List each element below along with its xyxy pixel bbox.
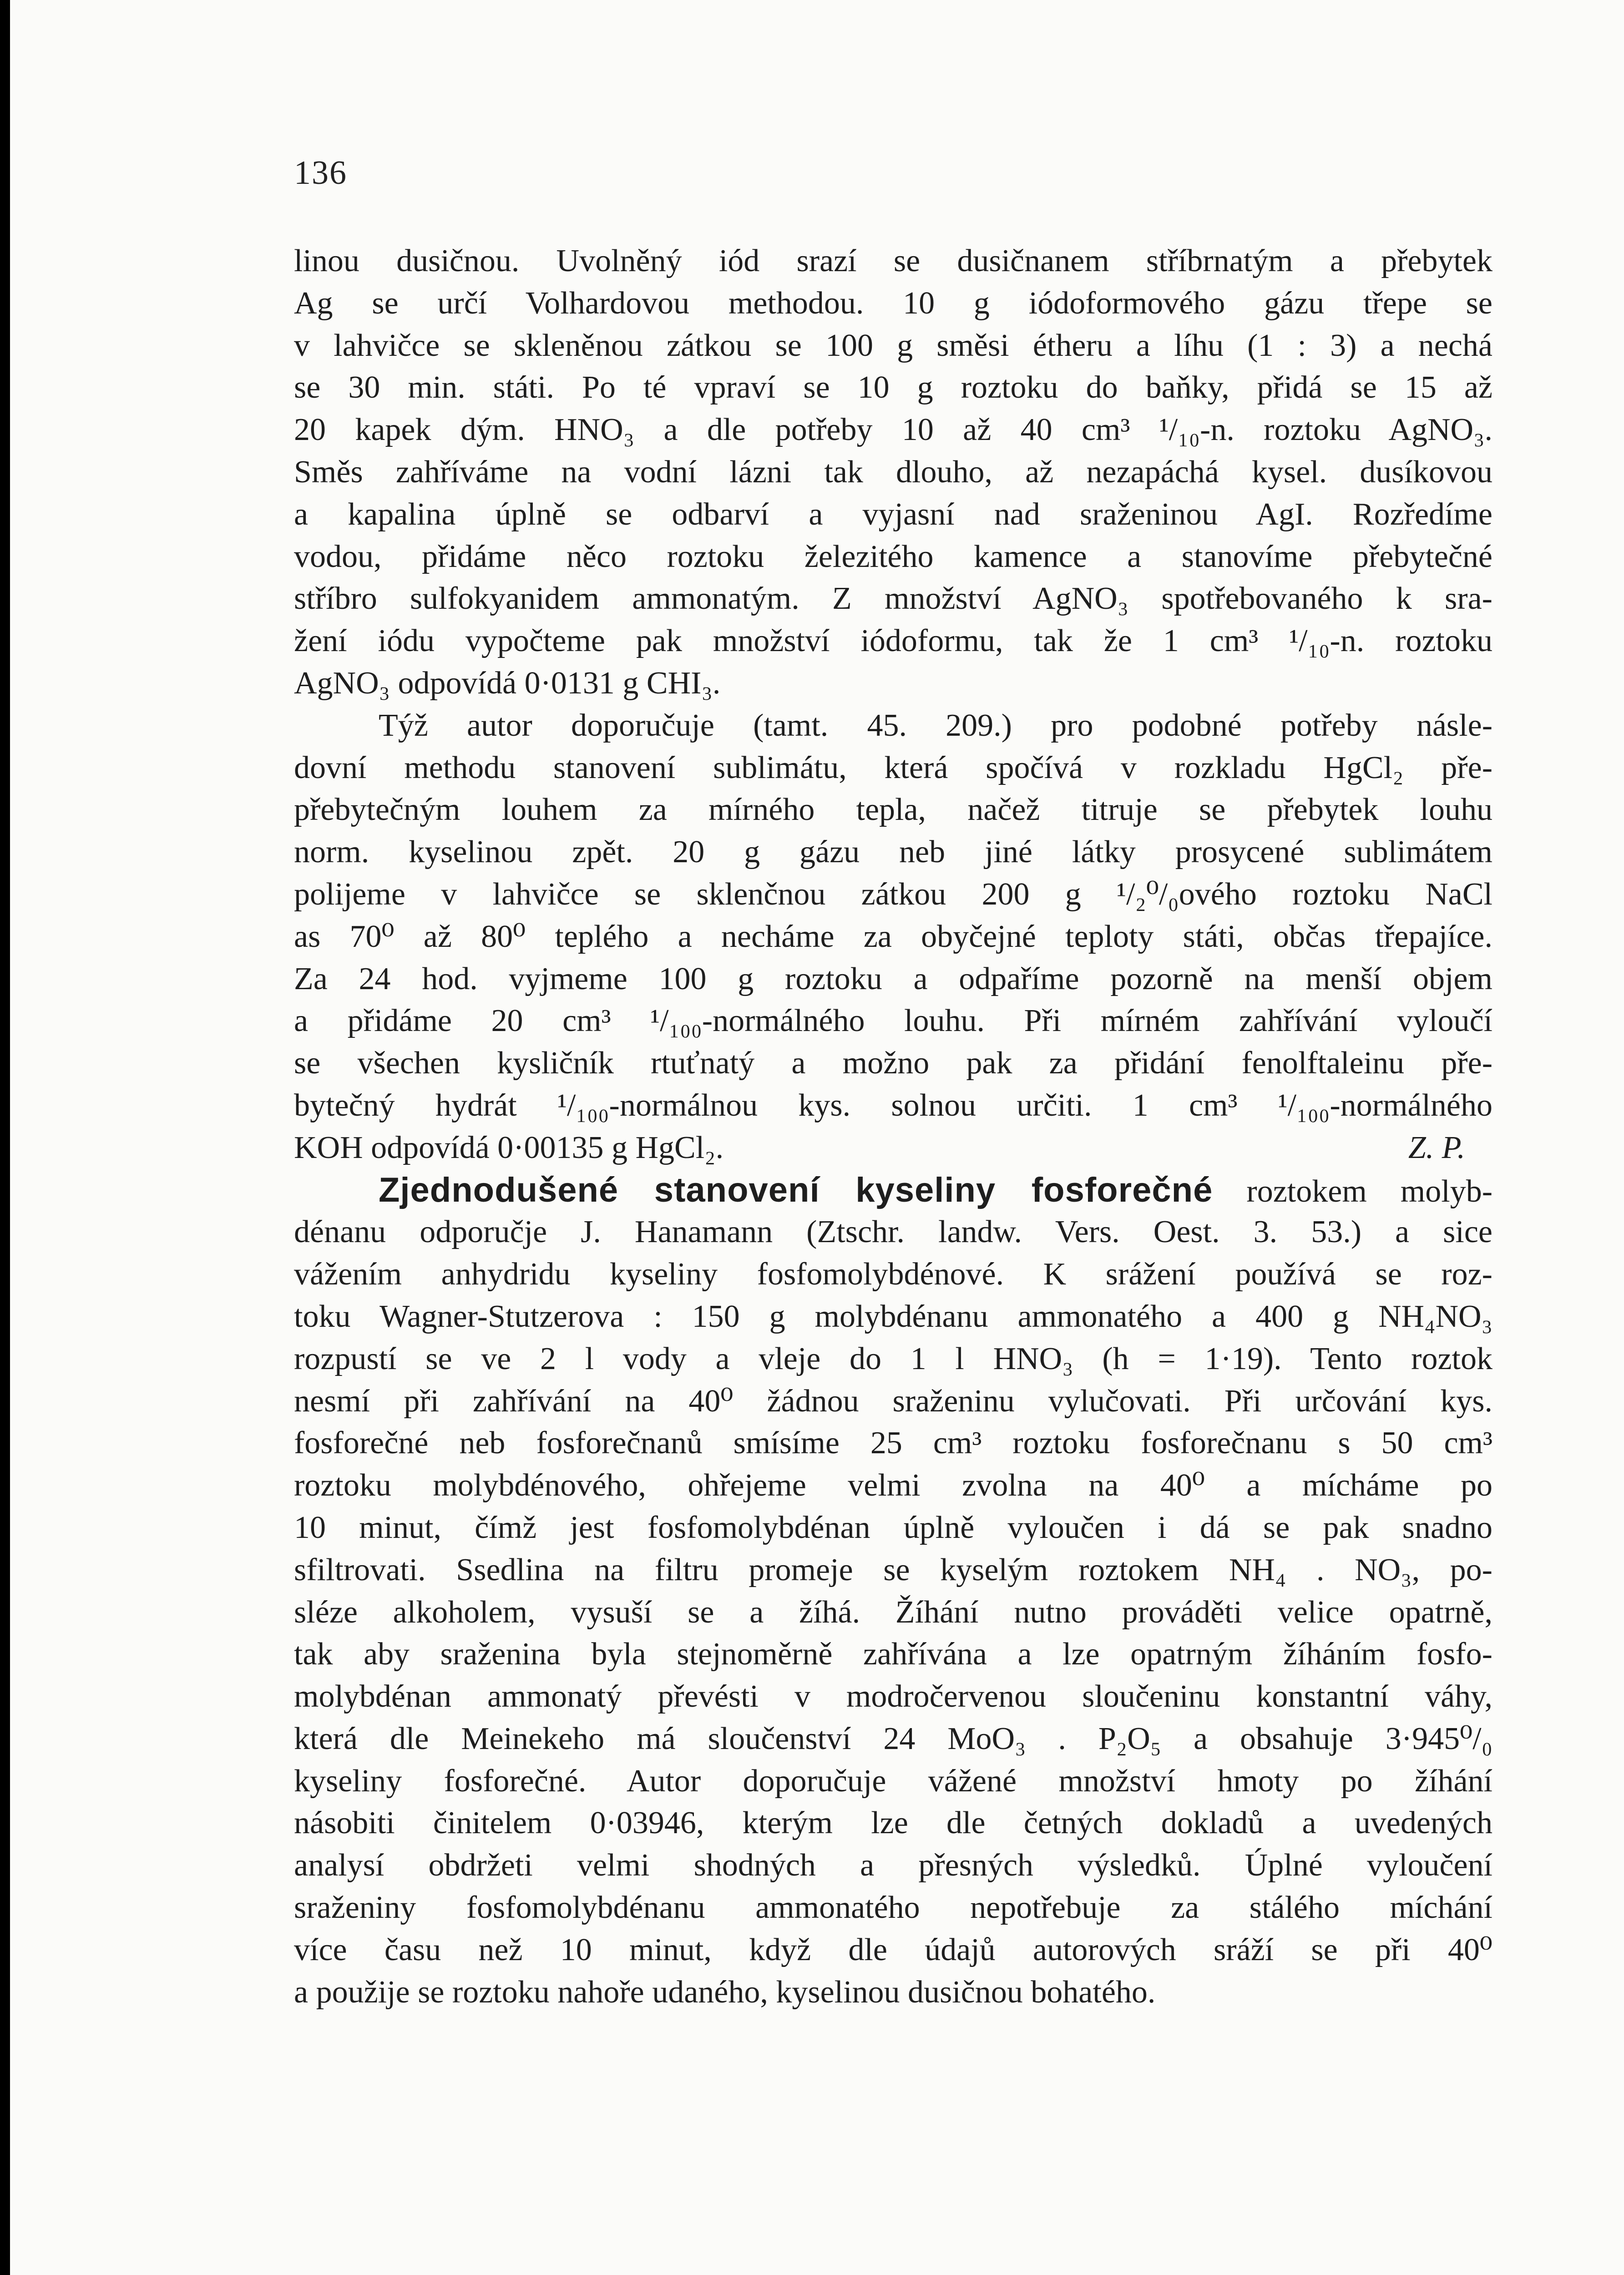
text-line: žení iódu vypočteme pak množství iódoformu, tak že 1 cm³ ¹/₁₀-n. roztoku [294,623,1492,659]
text-line: tak aby sraženina byla stejnoměrně zahřívána a lze opatrným žíháním fosfo- [294,1637,1492,1672]
text-line: toku Wagner-Stutzerova : 150 g molybdénanu ammonatého a 400 g NH₄NO₃ [294,1299,1492,1334]
text-line: a použije se roztoku nahoře udaného, kyselinou dusičnou bohatého. [294,1974,1156,2010]
text-line: přebytečným louhem za mírného tepla, načež titruje se přebytek louhu [294,792,1492,828]
text-line: Ag se určí Volhardovou methodou. 10 g iódoformového gázu třepe se [294,285,1492,321]
text-line: Týž autor doporučuje (tamt. 45. 209.) pro podobné potřeby násle- [379,708,1492,743]
text-line: bytečný hydrát ¹/₁₀₀-normálnou kys. solnou určiti. 1 cm³ ¹/₁₀₀-normálného [294,1087,1492,1123]
text-line: analysí obdržeti velmi shodných a přesných výsledků. Úplné vyloučení [294,1848,1492,1883]
text-line: molybdénan ammonatý převésti v modročervenou sloučeninu konstantní váhy, [294,1679,1492,1714]
text-line: a přidáme 20 cm³ ¹/₁₀₀-normálného louhu. Při mírném zahřívání vyloučí [294,1003,1492,1039]
text-line: norm. kyselinou zpět. 20 g gázu neb jiné látky prosycené sublimátem [294,834,1492,870]
text-line: se 30 min. státi. Po té vpraví se 10 g roztoku do baňky, přidá se 15 až [294,370,1492,405]
text-line: kyseliny fosforečné. Autor doporučuje vážené množství hmoty po žíhání [294,1763,1492,1799]
signature: Z. P. [1408,1130,1465,1165]
text-line: vodou, přidáme něco roztoku železitého kamence a stanovíme přebytečné [294,539,1492,574]
text-line: stříbro sulfokyanidem ammonatým. Z množství AgNO₃ spotřebovaného k sra- [294,581,1492,617]
text-line: sraženiny fosfomolybdénanu ammonatého nepotřebuje za stálého míchání [294,1890,1492,1926]
text-line: 10 minut, čímž jest fosfomolybdénan úplně vyloučen i dá se pak snadno [294,1510,1492,1545]
text-line: KOH odpovídá 0·00135 g HgCl₂. [294,1130,724,1165]
text-line: sléze alkoholem, vysuší se a žíhá. Žíhání nutno prováděti velice opatrně, [294,1594,1492,1630]
section-heading-line [294,1169,1492,1212]
text-line: polijeme v lahvičce se sklenčnou zátkou 200 g ¹/₂⁰/₀ového roztoku NaCl [294,876,1492,912]
text-line: se všechen kysličník rtuťnatý a možno pak za přidání fenolftaleinu pře- [294,1046,1492,1081]
text-line: AgNO₃ odpovídá 0·0131 g CHI₃. [294,665,721,701]
section-heading: Zjednodušené stanovení kyseliny fosforečné [379,1170,1213,1209]
text-line: v lahvičce se skleněnou zátkou se 100 g směsi étheru a líhu (1 : 3) a nechá [294,328,1492,363]
text-line: roztoku molybdénového, ohřejeme velmi zvolna na 40⁰ a mícháme po [294,1468,1492,1503]
document-page [10,0,1624,2275]
article-text [294,240,1492,2013]
text-line: 20 kapek dým. HNO₃ a dle potřeby 10 až 40 cm³ ¹/₁₀-n. roztoku AgNO₃. [294,412,1492,448]
text-line: as 70⁰ až 80⁰ teplého a necháme za obyčejné teploty státi, občas třepajíce. [294,919,1492,954]
text-line: sfiltrovati. Ssedlina na filtru promeje se kyselým roztokem NH₄ . NO₃, po- [294,1552,1492,1587]
text-line: fosforečné neb fosforečnanů smísíme 25 cm³ roztoku fosforečnanu s 50 cm³ [294,1426,1492,1461]
text-line: která dle Meinekeho má sloučenství 24 MoO₃ . P₂O₅ a obsahuje 3·945⁰/₀ [294,1721,1492,1756]
text-line: nesmí při zahřívání na 40⁰ žádnou sraženinu vylučovati. Při určování kys. [294,1383,1492,1419]
text-line: Směs zahříváme na vodní lázni tak dlouho, až nezapáchá kysel. dusíkovou [294,454,1492,490]
text-line: násobiti činitelem 0·03946, kterým lze dle četných dokladů a uvedených [294,1805,1492,1841]
text-line: více času než 10 minut, když dle údajů autorových sráží se při 40⁰ [294,1932,1492,1967]
text-line: Za 24 hod. vyjmeme 100 g roztoku a odpaříme pozorně na menší objem [294,961,1492,996]
page-number: 136 [294,154,347,192]
text-line: linou dusičnou. Uvolněný iód srazí se dusičnanem stříbrnatým a přebytek [294,243,1492,278]
text-line: dovní methodu stanovení sublimátu, která spočívá v rozkladu HgCl₂ pře- [294,750,1492,785]
text-line: a kapalina úplně se odbarví a vyjasní nad sraženinou AgI. Rozředíme [294,496,1492,532]
text-line-with-signature [294,1127,1492,1169]
text-line: dénanu odporučje J. Hanamann (Ztschr. landw. Vers. Oest. 3. 53.) a sice [294,1214,1492,1250]
heading-continuation: roztokem molyb- [1246,1173,1493,1209]
text-line: vážením anhydridu kyseliny fosfomolybdénové. K srážení používá se roz- [294,1257,1492,1292]
text-line: rozpustí se ve 2 l vody a vleje do 1 l HNO₃ (h = 1·19). Tento roztok [294,1341,1492,1376]
